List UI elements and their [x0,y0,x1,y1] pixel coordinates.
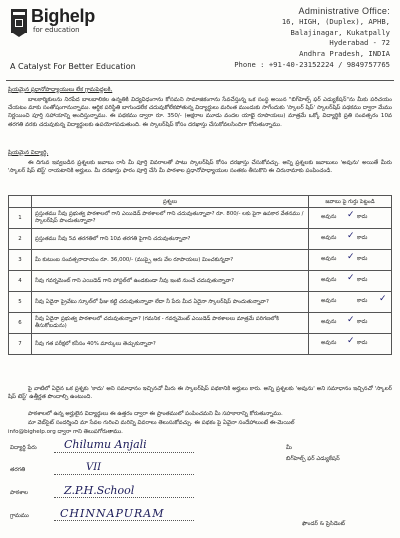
tick-mark-icon: ✓ [347,252,355,262]
row-question: నీవు గవర్నమెంట్ గాని ఎయిడెడ్ గాని హాస్టల్‌లో ఉండకుండా నీవు ఇంటి నుంచే చదువుతున్నావా? [32,271,309,292]
row-question: ప్రస్తుతము నీవు ప్రభుత్వ పాఠశాలలో గాని ఎయిడెడ్ పాఠశాలలో గాని చదువుతున్నావా? రూ. 800/- లకు పైగా ఉపకార వేతనము / స్కాలర్‌షిప్ పొందుతున్నావా? [32,208,309,229]
intro-paragraph: బాలకార్మికులను నిరపేద బాలబాలికల ఉన్నతికి విద్యవిధంగాను కోసమని సామాజికంగాను సేవచేస్తున్న ఒక సంస్థ అయిన "బిగ్‌హెల్ప్ ఫర్ ఎడ్యుకేషన్"ను మీకు పరిచయం చేయటం మాకు సంతోషంగానున్నాము. ఆర్థిక పరిస్థితి బాగుండలేక చదువుకోలేకపోతున్న విద్యార్థులు మరింత ముందుకు సాగేందుకు 'స్కాలర్ షిప్' స్కాలర్‌షిప్ పథకము ద్వారా మేము నిర్ణయించి పూర్తి సహాయాన్ని అందిస్తున్నాము. ఈ పథకము ద్వారా రూ. 350/- (అక్షరాల మూడు వందల యాభై రూపాయలు) మాత్రమే ఒక్కో విద్యార్థికి ప్రతి సంవత్సరం 10వ తరగతి వరకు చదువుకున్న విద్యార్థులకు ఉపయోగపడుతుంది. ఈ స్కాలర్‌షిప్ కోసం దరఖాస్తు చేసుకోవలసిందిగా కోరుతున్నాము. [8,97,392,128]
signature-org: బిగ్‌హెల్ప్ ఫర్ ఎడ్యుకేషన్ [286,456,340,462]
office-phone: Phone : +91-40-23152224 / 9849757765 [234,59,390,69]
office-title: Administrative Office: [298,6,390,16]
village-line [54,520,194,521]
row-answer[interactable] [309,250,392,271]
office-line: Hyderabad - 72 [329,38,390,48]
answer-no-option[interactable]: కాదు [357,214,368,220]
office-address [234,6,390,71]
tick-mark-icon: ✓ [379,294,387,304]
row-answer[interactable] [309,271,392,292]
row-number: 6 [9,313,32,334]
row-question: మీ కుటుంబ సంవత్సరాదాయం రూ. 36,000/- (ముప్పై ఆరు వేల రూపాయలు) మించకున్నదా? [32,250,309,271]
table-row [9,229,392,250]
school-label: పాఠశాల [10,490,28,496]
school-line [54,497,194,498]
class-label: తరగతి [10,467,26,473]
table-row [9,271,392,292]
answer-no-option[interactable]: కాదు [357,235,368,241]
student-salutation [8,149,392,157]
signature-role: ఫౌండర్ & ప్రెసిడెంట్ [302,521,345,527]
village-label: గ్రామము [10,513,29,519]
answer-no-option[interactable]: కాదు [357,298,368,304]
bighelp-logo-icon [10,8,28,38]
answer-yes-option[interactable]: అవును [321,340,337,346]
village-value: CHINNAPURAM [60,507,165,520]
tick-mark-icon: ✓ [347,336,355,346]
table-row [9,334,392,355]
row-number: 4 [9,271,32,292]
class-line [54,474,194,475]
table-header-answers: జవాబు పై గుర్తు పెట్టండి [309,196,392,208]
row-question: ప్రస్తుతము నీవు 5వ తరగతిలో గాని 10వ తరగతి పైగాని చదువుతున్నావా? [32,229,309,250]
class-value: VII [86,462,102,473]
tick-mark-icon: ✓ [347,231,355,241]
tick-mark-icon: ✓ [347,315,355,325]
office-line: Balajinagar, Kukatpally [290,27,390,37]
salutation-text: ప్రియమైన ప్రధానోపాధ్యాయులు లేక గ్రామపెద్దలకి, [8,87,113,93]
signature-greeting: మీ [286,445,292,451]
answer-no-option[interactable]: కాదు [357,256,368,262]
row-question: నీవు గత పరీక్షలో కనీసం 40% మార్కులు తెచ్చుకున్నావా? [32,334,309,355]
office-line: 16, HIGH, (Duplex), APHB, [281,16,390,26]
table-row [9,250,392,271]
office-line: Andhra Pradesh, INDIA [299,49,390,59]
tick-mark-icon: ✓ [347,273,355,283]
table-row [9,208,392,229]
row-answer[interactable] [309,229,392,250]
student-intro: ఈ దిగువ ఇవ్వబడిన ప్రశ్నలకు జవాబు రాసి మీ పూర్తి వివరాలతో పాటు స్కాలర్‌షిప్ కోసం దరఖాస్తు చేసుకోవచ్చు. అన్ని ప్రశ్నలకు జవాబులు 'అవును' అయితే మీరు 'స్కాలర్ షిప్ టెస్ట్' రాయటానికి అర్హులు. మీ దరఖాస్తు ఫారం పూర్తి చేసి మీ పాఠశాల ప్రధానోపాధ్యాయుల సంతకం తీసుకొని ఈ చిరునామాకు పంపించండి. [8,160,392,175]
row-number: 5 [9,292,32,313]
closing-paragraph-1: పై వాటిలో ఏదైన ఒక ప్రశ్నకు 'కాదు' అని సమాధానం ఇచ్చినచో మీరు ఈ స్కాలర్‌షిప్ పథకానికి అర్హులు కారు. అన్ని ప్రశ్నలకు 'అవును' అని సమాధానం ఇచ్చినచో 'స్కాలర్ షిప్ టెస్ట్' ఉత్తీర్ణత పొందాల్సి ఉంటుంది. [8,386,392,401]
row-answer[interactable] [309,313,392,334]
row-answer[interactable] [309,208,392,229]
brand-name: Bighelp [31,6,95,26]
answer-yes-option[interactable]: అవును [321,235,337,241]
answer-yes-option[interactable]: అవును [321,319,337,325]
row-question: నీవు ఏదైనా ప్రభుత్వ పాఠశాలలో చదువుతున్నావా? (గమనిక - గవర్నమెంట్ ఎయిడెడ్ పాఠశాలలు మాత్రమే పరిగణలోకి తీసుకోబడును) [32,313,309,334]
table-header-questions: ప్రశ్నలు [32,196,309,208]
student-name-label: విద్యార్థి పేరు [10,445,37,451]
tick-mark-icon: ✓ [347,210,355,220]
row-question: నీవు ఏదైనా ప్రైవేటు స్కూల్‌లో ఫీజు కట్టి చదువుతున్నావా లేదా నీ పేరు మీద ఏదైనా స్కాలర్‌షిప్ పొందుతున్నావా? [32,292,309,313]
tagline: A Catalyst For Better Education [10,62,136,71]
student-name-line [54,452,194,453]
question-table [8,195,392,355]
answer-yes-option[interactable]: అవును [321,277,337,283]
answer-yes-option[interactable]: అవును [321,256,337,262]
brand-subtitle: for education [33,26,80,34]
closing-paragraph-3: మా వెబ్‌సైట్ సందర్శించి మా సేవల గురించి మరిన్ని వివరాలు తెలుసుకోవచ్చు. ఈ పథకం పై ఏవైనా సందేహాలుంటే ఈ-మెయిల్ [28,420,295,426]
answer-no-option[interactable]: కాదు [357,277,368,283]
answer-no-option[interactable]: కాదు [357,319,368,325]
student-name-value: Chilumu Anjali [64,438,147,451]
row-answer[interactable] [309,292,392,313]
header-divider [6,80,394,81]
closing-paragraph-2: పాఠశాలలో ఉన్న అర్హులైన విద్యార్థులు ఈ ఉత్తరం ద్వారా ఈ ప్రాంతములో పంపించమని మీ సహకారాన్ని కోరుతున్నాము. [28,411,283,417]
answer-no-option[interactable]: కాదు [357,340,368,346]
row-number: 2 [9,229,32,250]
table-row [9,313,392,334]
answer-yes-option[interactable]: అవును [321,214,337,220]
row-answer[interactable] [309,334,392,355]
student-salutation-text: ప్రియమైన విద్యార్థి, [8,150,49,156]
table-header-row [9,196,392,208]
row-number: 3 [9,250,32,271]
row-number: 7 [9,334,32,355]
answer-yes-option[interactable]: అవును [321,298,337,304]
row-number: 1 [9,208,32,229]
salutation [8,86,392,94]
school-value: Z.P.H.School [64,484,135,497]
table-header-number [9,196,32,208]
email-line: info@bighelp.org ద్వారా గాని తెలుపగోరుతాము. [8,429,123,435]
table-row [9,292,392,313]
